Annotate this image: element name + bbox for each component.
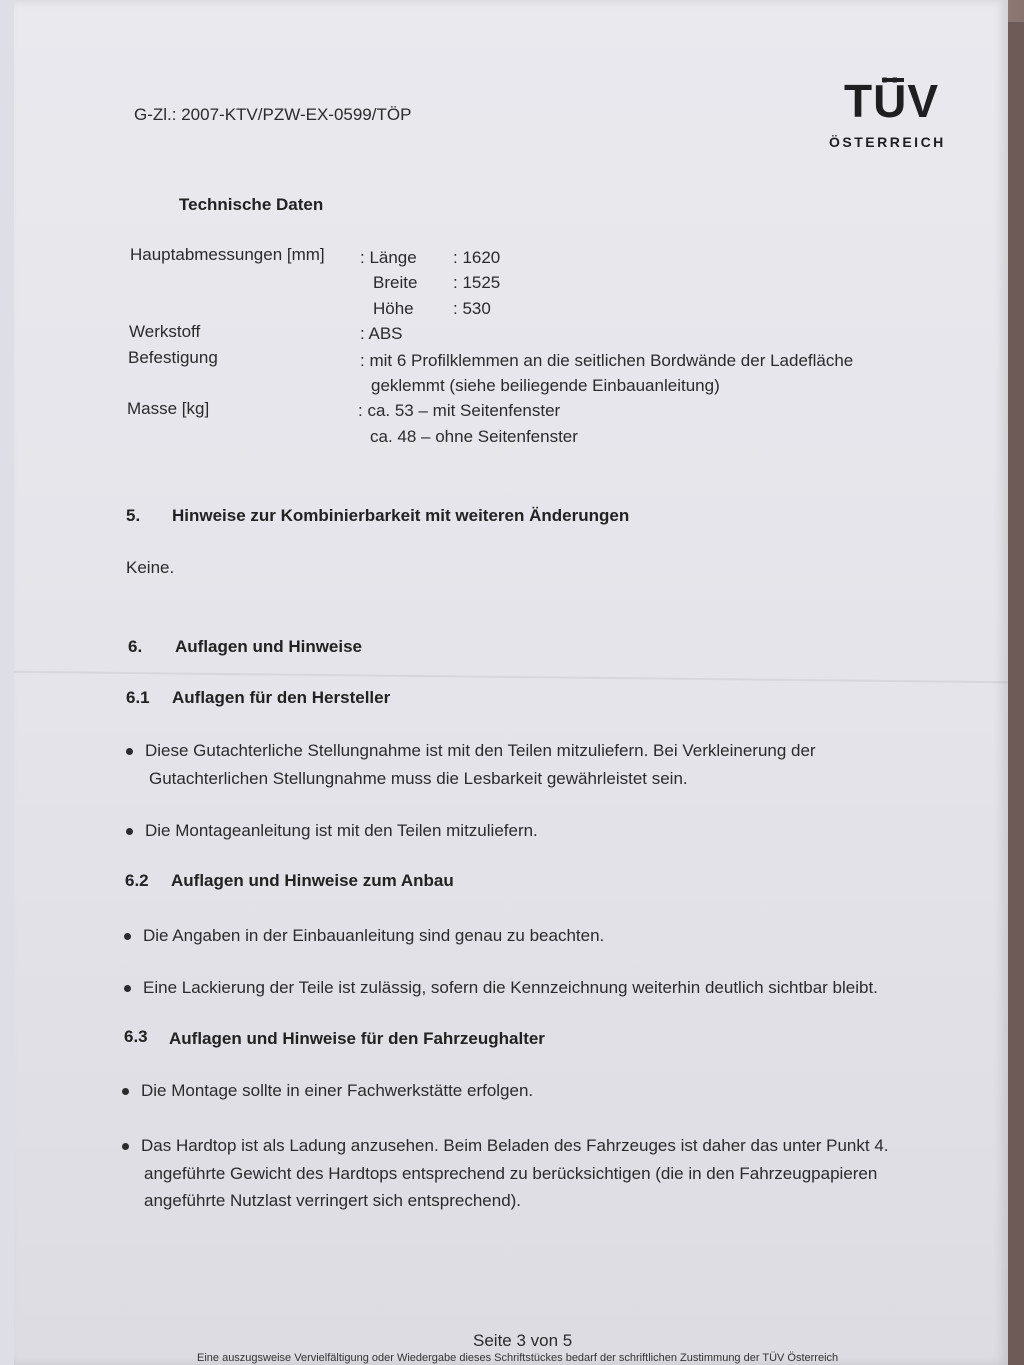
length-label: : Länge <box>360 248 417 267</box>
section-6-3-number: 6.3 <box>124 1027 148 1046</box>
tuv-logo: TÜV <box>844 75 939 127</box>
mass-label: Masse [kg] <box>127 399 210 418</box>
material-label: Werkstoff <box>129 322 201 341</box>
section-6-1-bullet-1-line-2: Gutachterlichen Stellungnahme muss die Lesbarkeit gewährleistet sein. <box>149 769 688 788</box>
bullet-icon <box>124 933 131 940</box>
width-label: Breite <box>373 273 418 292</box>
section-6-3-bullet-1 <box>122 1081 533 1101</box>
bullet-icon <box>122 1143 129 1150</box>
bullet-icon <box>122 1088 129 1095</box>
technical-data-heading: Technische Daten <box>179 195 324 214</box>
length-value: : 1620 <box>453 248 501 267</box>
copyright-note: Eine auszugsweise Vervielfältigung oder Wiedergabe dieses Schriftstückes bedarf der schriftlichen Zustimmung der TÜV Österreich <box>197 1352 839 1364</box>
section-6-1-number: 6.1 <box>126 688 150 707</box>
bullet-icon <box>126 828 133 835</box>
mounting-line-2: geklemmt (siehe beiliegende Einbauanleitung) <box>371 376 720 395</box>
bullet-text: Eine Lackierung der Teile ist zulässig, sofern die Kennzeichnung weiterhin deutlich sichtbar bleibt. <box>143 978 878 997</box>
section-6-1-bullet-2 <box>126 821 538 841</box>
mounting-label: Befestigung <box>128 348 218 367</box>
page-number: Seite 3 von 5 <box>473 1331 573 1350</box>
section-6-3-bullet-2 <box>122 1136 889 1156</box>
section-5-text: Keine. <box>126 558 175 577</box>
section-5-title: Hinweise zur Kombinierbarkeit mit weiteren Änderungen <box>172 506 630 525</box>
section-6-2-title: Auflagen und Hinweise zum Anbau <box>171 871 454 890</box>
dimensions-label: Hauptabmessungen [mm] <box>130 245 325 264</box>
bullet-text: Diese Gutachterliche Stellungnahme ist mit den Teilen mitzuliefern. Bei Verkleinerung der <box>145 741 816 760</box>
material-value: : ABS <box>360 324 403 343</box>
bullet-text: Die Montage sollte in einer Fachwerkstätte erfolgen. <box>141 1081 534 1100</box>
bullet-icon <box>124 985 131 992</box>
section-6-title: Auflagen und Hinweise <box>175 637 363 656</box>
height-value: : 530 <box>453 299 491 318</box>
section-6-2-bullet-2 <box>124 978 878 998</box>
mass-line-1: : ca. 53 – mit Seitenfenster <box>358 401 561 420</box>
bullet-text: Das Hardtop ist als Ladung anzusehen. Beim Beladen des Fahrzeuges ist daher das unter Punkt 4. <box>141 1136 889 1155</box>
bullet-text: Die Angaben in der Einbauanleitung sind genau zu beachten. <box>143 926 605 945</box>
bullet-icon <box>126 748 133 755</box>
tuv-logo-subtitle: ÖSTERREICH <box>829 134 946 150</box>
width-value: : 1525 <box>453 273 501 292</box>
section-5-number: 5. <box>126 506 141 525</box>
section-6-number: 6. <box>128 637 143 656</box>
reference-number: G-Zl.: 2007-KTV/PZW-EX-0599/TÖP <box>134 105 412 124</box>
section-6-3-title: Auflagen und Hinweise für den Fahrzeughalter <box>169 1029 545 1048</box>
section-6-1-bullet-1 <box>126 741 816 761</box>
mounting-line-1: : mit 6 Profilklemmen an die seitlichen Bordwände der Ladefläche <box>360 351 854 370</box>
height-label: Höhe <box>373 299 414 318</box>
document-page <box>14 0 1008 1365</box>
bullet-text: Die Montageanleitung ist mit den Teilen mitzuliefern. <box>145 821 538 840</box>
section-6-2-number: 6.2 <box>125 871 149 890</box>
mass-line-2: ca. 48 – ohne Seitenfenster <box>370 427 578 446</box>
section-6-3-bullet-2-line-3: angeführte Nutzlast verringert sich entsprechend). <box>144 1191 522 1210</box>
section-6-3-bullet-2-line-2: angeführte Gewicht des Hardtops entsprechend zu berücksichtigen (die in den Fahrzeugpapieren <box>144 1164 878 1183</box>
section-6-2-bullet-1 <box>124 926 604 946</box>
section-6-1-title: Auflagen für den Hersteller <box>172 688 391 707</box>
